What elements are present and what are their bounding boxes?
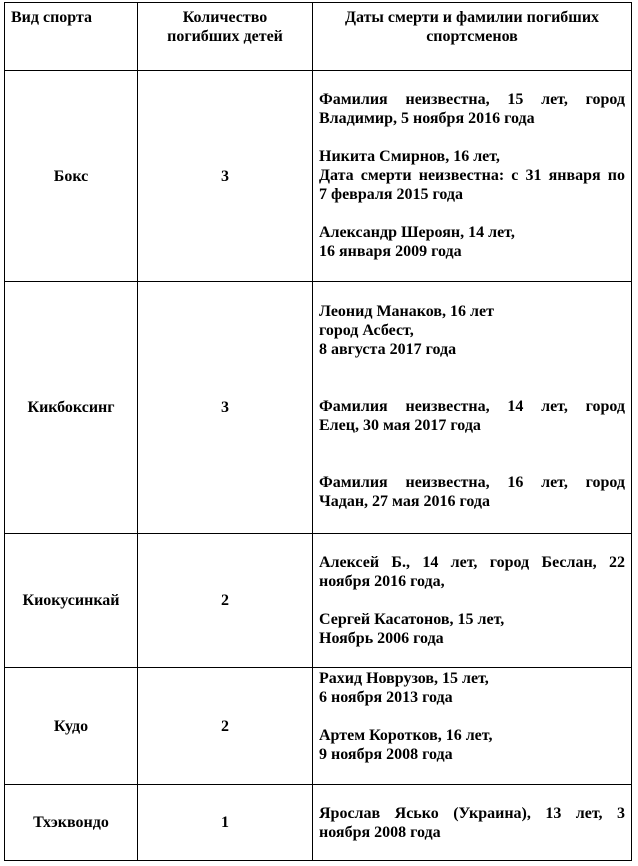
- entry-line: 6 ноября 2013 года: [319, 689, 453, 706]
- entry: [319, 610, 625, 648]
- count-cell: 1: [138, 785, 313, 861]
- entry-line: 16 января 2009 года: [319, 243, 462, 260]
- entry: [319, 553, 625, 591]
- entry: [319, 397, 625, 435]
- entry-line: Сергей Касатонов, 15 лет,: [319, 611, 505, 628]
- entry-line: Ярослав Ясько (Украина), 13 лет, 3: [319, 805, 625, 822]
- entry: [319, 473, 625, 511]
- sport-cell: Бокс: [5, 71, 138, 282]
- sport-cell: Тхэквондо: [5, 785, 138, 861]
- header-count-line1: Количество: [182, 9, 268, 26]
- details-cell: [313, 71, 632, 282]
- entry-line: Никита Смирнов, 16 лет,: [319, 148, 500, 165]
- header-sport-label: Вид спорта: [11, 9, 93, 26]
- count-cell: 2: [138, 668, 313, 785]
- entry-line: Елец, 30 мая 2017 года: [319, 417, 481, 434]
- header-details-line2: спортсменов: [426, 28, 518, 45]
- entry-line: Леонид Манаков, 16 лет: [319, 303, 494, 320]
- entry-line: Чадан, 27 мая 2016 года: [319, 493, 490, 510]
- table-row-boxing: [5, 71, 632, 282]
- details-cell: [313, 668, 632, 785]
- entry-line: Владимир, 5 ноября 2016 года: [319, 110, 535, 127]
- header-count-line2: погибших детей: [167, 28, 283, 45]
- entry: [319, 804, 625, 842]
- entry: [319, 147, 625, 204]
- header-details: [313, 3, 632, 71]
- entry-line: ноября 2008 года: [319, 824, 441, 841]
- table-row-kyokushinkai: [5, 534, 632, 668]
- entry-line: Рахид Новрузов, 15 лет,: [319, 670, 489, 687]
- sport-cell: Кикбоксинг: [5, 282, 138, 534]
- entry-line: 9 ноября 2008 года: [319, 746, 453, 763]
- table-row-taekwondo: [5, 785, 632, 861]
- entry-line: Дата смерти неизвестна: с 31 января по: [319, 167, 625, 184]
- count-cell: 3: [138, 282, 313, 534]
- table-row-kudo: [5, 668, 632, 785]
- sport-cell: Кудо: [5, 668, 138, 785]
- entry: [319, 302, 625, 359]
- entry-line: 8 августа 2017 года: [319, 341, 457, 358]
- deaths-table: [4, 2, 632, 861]
- header-count: [138, 3, 313, 71]
- entry-line: ноября 2016 года,: [319, 573, 445, 590]
- header-row: [5, 3, 632, 71]
- sport-cell: Киокусинкай: [5, 534, 138, 668]
- entry: [319, 669, 625, 707]
- entry-line: Фамилия неизвестна, 16 лет, город: [319, 474, 625, 491]
- entry-line: Ноябрь 2006 года: [319, 630, 444, 647]
- count-cell: 2: [138, 534, 313, 668]
- entry-line: Фамилия неизвестна, 14 лет, город: [319, 398, 625, 415]
- entry: [319, 726, 625, 764]
- details-cell: [313, 785, 632, 861]
- count-cell: 3: [138, 71, 313, 282]
- entry-line: город Асбест,: [319, 322, 414, 339]
- header-details-line1: Даты смерти и фамилии погибших: [344, 9, 600, 26]
- entry: [319, 90, 625, 128]
- entry-line: Алексей Б., 14 лет, город Беслан, 22: [319, 554, 625, 571]
- table-row-kickboxing: [5, 282, 632, 534]
- entry-line: 7 февраля 2015 года: [319, 186, 463, 203]
- entry-line: Артем Коротков, 16 лет,: [319, 727, 493, 744]
- details-cell: [313, 534, 632, 668]
- entry-line: Александр Шероян, 14 лет,: [319, 224, 515, 241]
- entry-line: Фамилия неизвестна, 15 лет, город: [319, 91, 625, 108]
- entry: [319, 223, 625, 261]
- details-cell: [313, 282, 632, 534]
- header-sport: [5, 3, 138, 71]
